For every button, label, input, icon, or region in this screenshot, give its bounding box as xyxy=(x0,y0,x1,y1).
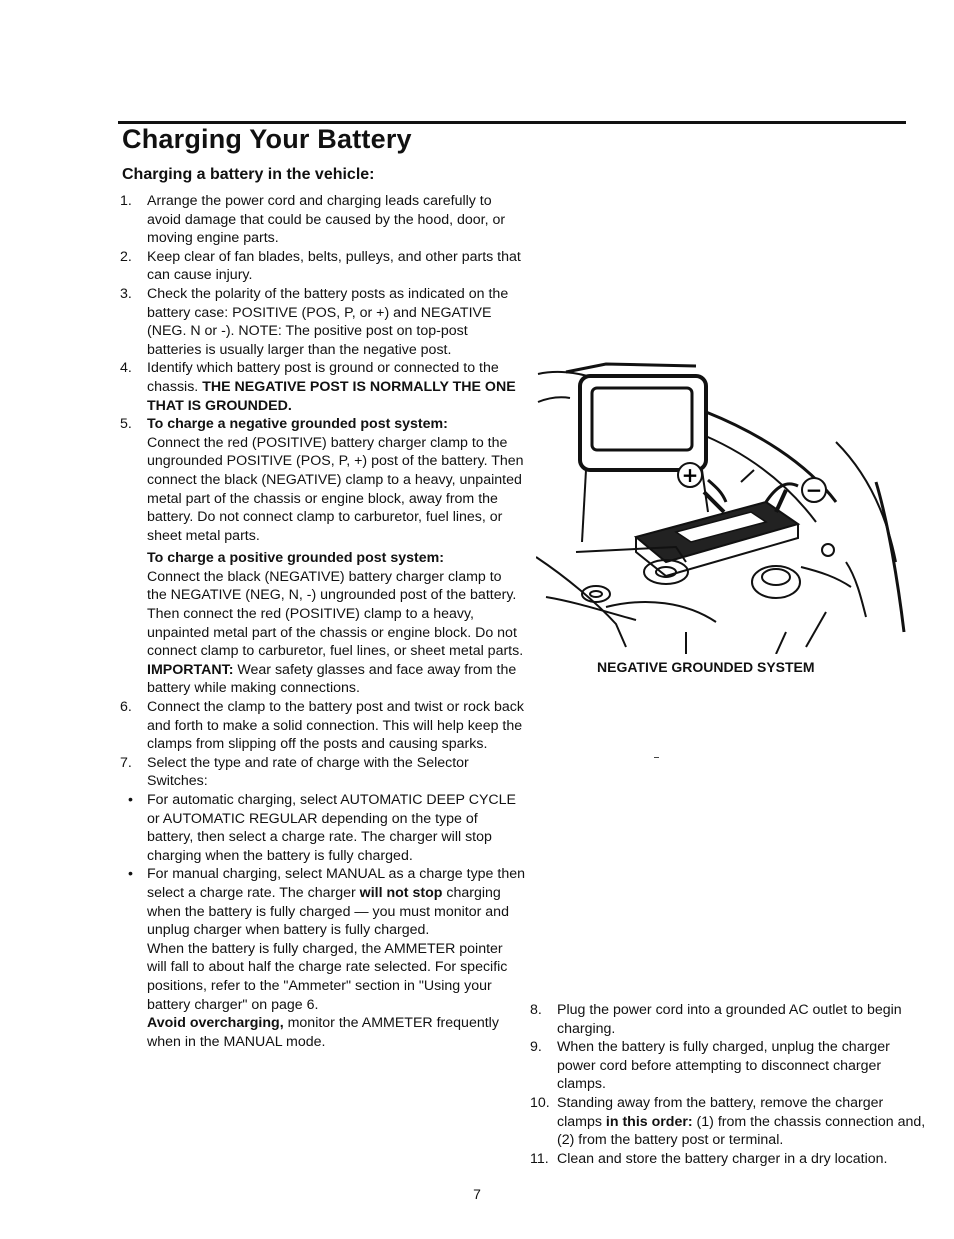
step-4: 4. Identify which battery post is ground or connected to the chassis. THE NEGATIVE POST IS NORMALLY THE ONE THAT IS GROUNDED. xyxy=(120,360,516,414)
step-8: 8. Plug the power cord into a grounded AC outlet to begin charging. xyxy=(530,1002,902,1037)
step-1: 1. Arrange the power cord and charging leads carefully to avoid damage that could be caused by the hood, door, or moving engine parts. xyxy=(120,193,506,247)
step-5: 5. To charge a negative grounded post system: Connect the red (POSITIVE) battery charger clamp to the ungrounded POSITIVE (POS, P, +) post of the battery. Then connect the black (NEGATIVE) clamp to a heavy, unpainted metal part of the chassis or engine block, away from the battery. Do not connect clamp to carburetor, fuel lines, or sheet metal parts. To charge a positive grounded post system: Connect the black (NEGATIVE) battery charger clamp to the NEGATIVE (NEG, N, -) ungrounded post of the battery. Then connect the red (POSITIVE) clamp to a heavy, unpainted metal part of the chassis or engine block. Do not connect clamp to carburetor, fuel lines, or sheet metal parts. IMPORTANT: Wear safety glasses and face away from the battery while making connections. xyxy=(120,416,524,697)
step-3: 3. Check the polarity of the battery posts as indicated on the battery case: POSITIVE (POS, P, or +) and NEGATIVE (NEG. N or -). NOTE: The positive post on top-post batteries is usually larger than the negative post. xyxy=(120,285,509,358)
bullet-automatic: • For automatic charging, select AUTOMATIC DEEP CYCLE or AUTOMATIC REGULAR depending on the type of battery, then select a charge rate. The charger will stop charging when the battery is fully charged. xyxy=(128,792,517,864)
step-6: 6. Connect the clamp to the battery post and twist or rock back and forth to make a solid connection. This will help keep the clamps from slipping off the posts and causing sparks. xyxy=(120,699,524,753)
step-7: 7. Select the type and rate of charge with the Selector Switches: xyxy=(120,754,469,790)
positive-ground-heading: To charge a positive grounded post system: xyxy=(147,550,444,567)
bullet-manual: • For manual charging, select MANUAL as a charge type then select a charge rate. The charger will not stop charging when the battery is fully charged — you must monitor and unplug charger when battery is fully charged. When the battery is fully charged, the AMMETER pointer will fall to about half the charge rate selected. For specific positions, refer to the "Ammeter" section in "Using your battery charger" on page 6. Avoid overcharging, monitor the AMMETER frequently when in the MANUAL mode. xyxy=(128,866,525,1050)
negative-symbol: − xyxy=(805,478,823,502)
step-10: 10. Standing away from the battery, remove the charger clamps in this order: (1) from the chassis connection and, (2) from the battery post or terminal. xyxy=(530,1094,926,1149)
important-label: IMPORTANT: xyxy=(147,661,234,678)
step-11: 11. Clean and store the battery charger in a dry location. xyxy=(530,1150,888,1167)
step-9: 9. When the battery is fully charged, unplug the charger power cord before attempting to disconnect charger clamps. xyxy=(530,1039,890,1093)
positive-symbol: + xyxy=(681,463,699,487)
figure-caption: NEGATIVE GROUNDED SYSTEM xyxy=(597,659,815,675)
page-number: 7 xyxy=(473,1186,481,1202)
stray-mark xyxy=(654,757,659,758)
left-column xyxy=(120,192,525,1051)
step-2: 2. Keep clear of fan blades, belts, pulleys, and other parts that can cause injury. xyxy=(120,248,521,284)
section-subtitle: Charging a battery in the vehicle: xyxy=(122,166,375,183)
right-column xyxy=(530,1001,930,1168)
negative-ground-heading: To charge a negative grounded post system: xyxy=(147,416,448,433)
page-title: Charging Your Battery xyxy=(122,124,412,154)
battery-charging-illustration xyxy=(536,362,908,654)
